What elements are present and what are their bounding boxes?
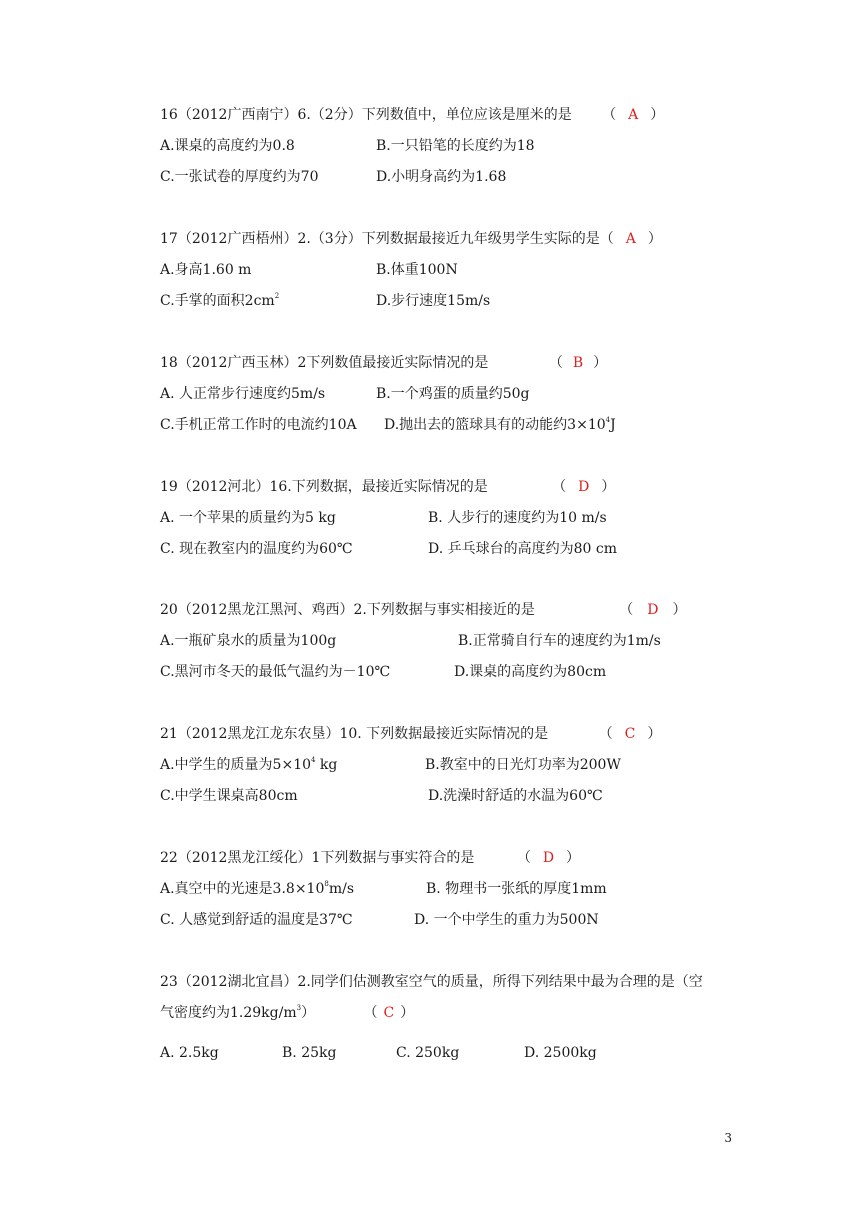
question-23-stem: 23（2012湖北宜昌）2.同学们估测教室空气的质量，所得下列结果中最为合理的是（空 — [160, 974, 703, 990]
answer: A — [628, 107, 639, 123]
option: A.身高1.60 m — [160, 262, 252, 278]
option: B. 25kg — [282, 1045, 337, 1061]
option: D.抛出去的篮球具有的动能约$3\times 10^4J$ — [384, 416, 616, 433]
option: C. 人感觉到舒适的温度是37℃ — [160, 912, 353, 928]
option: A.课桌的高度约为0.8 — [160, 138, 295, 154]
option: D. 一个中学生的重力为500N — [414, 912, 599, 928]
option: C. 250kg — [396, 1045, 460, 1061]
option: A.中学生的质量为$5\times 10^4$ kg — [160, 756, 338, 773]
answer: B — [572, 355, 584, 371]
answer: A — [625, 231, 636, 247]
question-20-stem: 20（2012黑龙江黑河、鸡西）2.下列数据与事实相接近的是 （ D ） — [160, 602, 687, 618]
answer: C — [624, 726, 636, 742]
option: D.步行速度15m/s — [376, 293, 491, 309]
option: C.一张试卷的厚度约为70 — [160, 169, 319, 185]
option: D. 2500kg — [524, 1045, 597, 1061]
option: B.一只铅笔的长度约为18 — [376, 138, 535, 154]
question-19-stem: 19（2012河北）16.下列数据，最接近实际情况的是 （ D ） — [160, 479, 616, 495]
option: C.手掌的面积$2cm^2$ — [160, 292, 280, 309]
option: C. 现在教室内的温度约为60℃ — [160, 541, 353, 557]
option: B.正常骑自行车的速度约为1m/s — [458, 633, 661, 649]
option: A. 人正常步行速度约5m/s — [160, 386, 326, 402]
option: A. 2.5kg — [160, 1045, 219, 1061]
answer: D — [542, 850, 555, 866]
page-number: 3 — [724, 1131, 732, 1145]
question-21-stem: 21（2012黑龙江龙东农垦）10. 下列数据最接近实际情况的是 （ C ） — [160, 726, 662, 742]
option: D.小明身高约为1.68 — [376, 169, 507, 185]
option: A.真空中的光速是$3.8\times 10^8m/s$ — [160, 880, 355, 897]
option: C.中学生课桌高80cm — [160, 788, 298, 804]
answer: D — [578, 479, 590, 495]
option: A. 一个苹果的质量约为5 kg — [160, 510, 336, 526]
question-23-stem-cont: 气密度约为$1.29kg/m^3$） （ C ） — [160, 1004, 415, 1021]
option: C.黑河市冬天的最低气温约为－10℃ — [160, 664, 391, 680]
option: A.一瓶矿泉水的质量为100g — [160, 633, 337, 649]
question-17-stem: 17（2012广西梧州）2.（3分）下列数据最接近九年级男学生实际的是（ A ） — [160, 231, 662, 247]
answer: D — [647, 602, 659, 618]
option: B.教室中的日光灯功率为200W — [425, 757, 621, 773]
option: D. 乒乓球台的高度约为80 cm — [428, 541, 618, 557]
option: C.手机正常工作时的电流约10A — [160, 417, 357, 433]
question-16-stem: 16（2012广西南宁）6.（2分）下列数值中，单位应该是厘米的是 （ A ） — [160, 107, 665, 123]
option: D.课桌的高度约为80cm — [454, 664, 607, 680]
question-22-stem: 22（2012黑龙江绥化）1下列数据与事实符合的是 （ D ） — [160, 850, 581, 866]
option: D.洗澡时舒适的水温为60℃ — [428, 788, 603, 804]
answer: C — [383, 1005, 395, 1021]
option: B.体重100N — [376, 262, 458, 278]
question-18-stem: 18（2012广西玉林）2下列数值最接近实际情况的是 （ B ） — [160, 355, 608, 371]
option: B. 物理书一张纸的厚度1mm — [426, 881, 607, 897]
option: B. 人步行的速度约为10 m/s — [428, 510, 607, 526]
option: B.一个鸡蛋的质量约50g — [376, 386, 530, 402]
